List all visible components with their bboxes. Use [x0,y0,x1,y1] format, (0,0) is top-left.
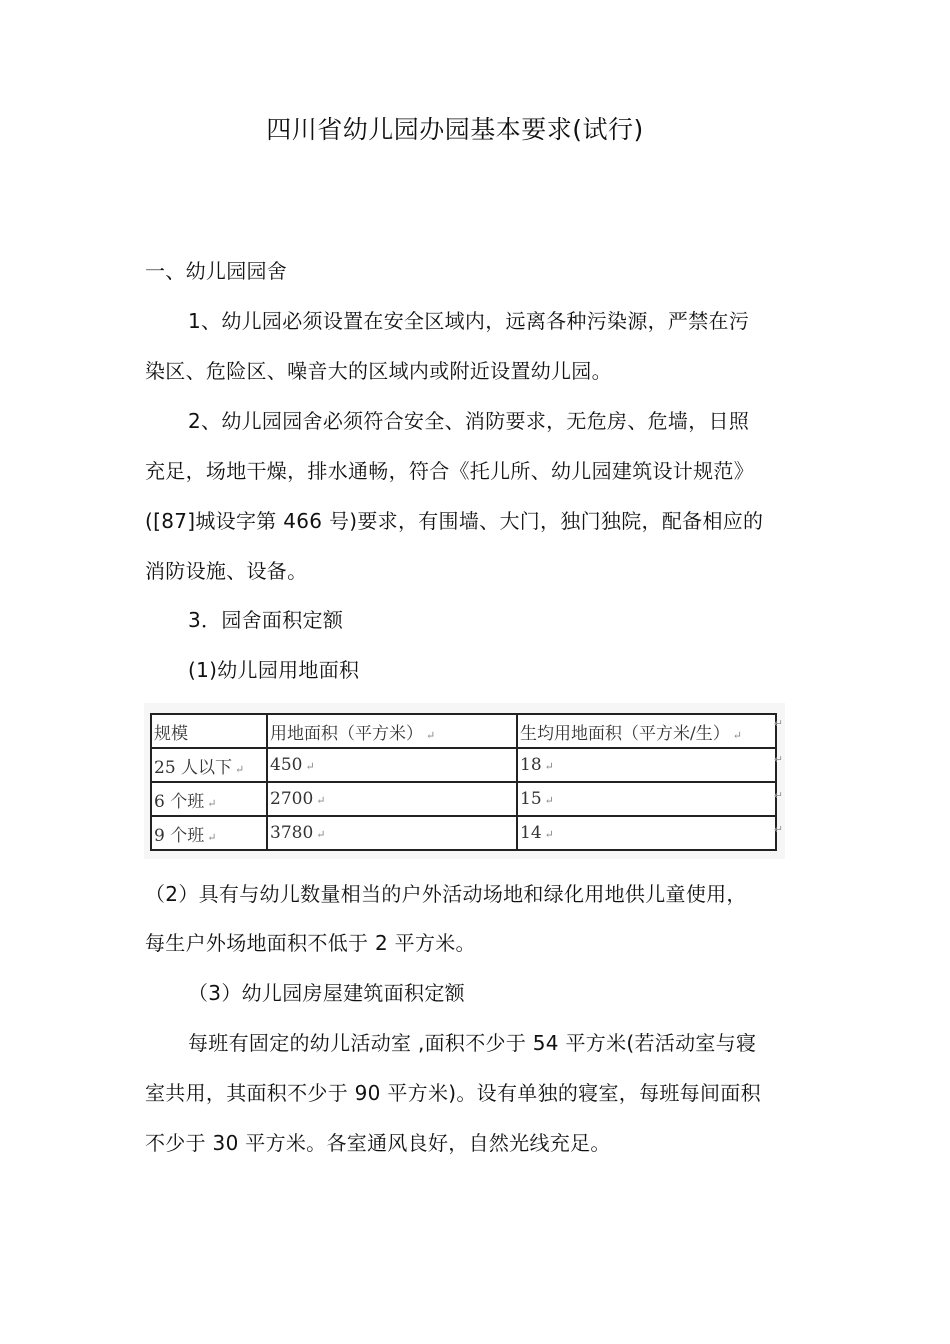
sub3-line2: 室共用，其面积不少于 90 平方米)。设有单独的寝室，每班每间面积 [145,1081,761,1105]
section-heading: 一、幼儿园园舍 [145,259,288,283]
table-cell: 18 ↵ [517,748,776,782]
sub3-line1: 每班有固定的幼儿活动室 ,面积不少于 54 平方米(若活动室与寝 [188,1031,757,1055]
document-title: 四川省幼儿园办园基本要求(试行) [266,115,644,144]
item1-line2: 染区、危险区、噪音大的区域内或附近设置幼儿园。 [145,359,612,383]
table-cell: 3780 ↵ [267,816,517,850]
table-row [151,782,776,816]
land-area-table-image [144,703,785,859]
paragraph-mark-icon: ↵ [773,717,783,730]
item3-heading: 3．园舍面积定额 [188,608,344,632]
table-cell: 15 ↵ [517,782,776,816]
table-cell: 14 ↵ [517,816,776,850]
paragraph-mark-icon: ↵ [773,823,783,836]
item2-line2: 充足，场地干燥，排水通畅，符合《托儿所、幼儿园建筑设计规范》 [145,459,754,483]
table-header-cell: 规模 [151,714,267,748]
table-row [151,748,776,782]
item1-line1: 1、幼儿园必须设置在安全区域内，远离各种污染源，严禁在污 [188,309,750,333]
item2-line4: 消防设施、设备。 [145,559,308,583]
paragraph-mark-icon: ↵ [773,753,783,766]
table-cell: 25 人以下 ↵ [151,748,267,782]
paragraph-mark-icon: ↵ [773,789,783,802]
table-cell: 2700 ↵ [267,782,517,816]
table-row [151,816,776,850]
sub2-line2: 每生户外场地面积不低于 2 平方米。 [145,931,476,955]
table-header-cell: 用地面积（平方米） ↵ [267,714,517,748]
table-header-cell: 生均用地面积（平方米/生） ↵ [517,714,776,748]
land-area-table [150,713,777,851]
sub2-line1: （2）具有与幼儿数量相当的户外活动场地和绿化用地供儿童使用， [145,882,747,906]
table-cell: 450 ↵ [267,748,517,782]
table-header-row [151,714,776,748]
item2-line1: 2、幼儿园园舍必须符合安全、消防要求，无危房、危墙，日照 [188,409,750,433]
sub1-heading: (1)幼儿园用地面积 [188,658,360,682]
table-cell: 9 个班 ↵ [151,816,267,850]
item2-line3: ([87]城设字第 466 号)要求，有围墙、大门，独门独院，配备相应的 [145,509,764,533]
table-cell: 6 个班 ↵ [151,782,267,816]
sub3-heading: （3）幼儿园房屋建筑面积定额 [188,981,465,1005]
sub3-line3: 不少于 30 平方米。各室通风良好，自然光线充足。 [145,1131,611,1155]
